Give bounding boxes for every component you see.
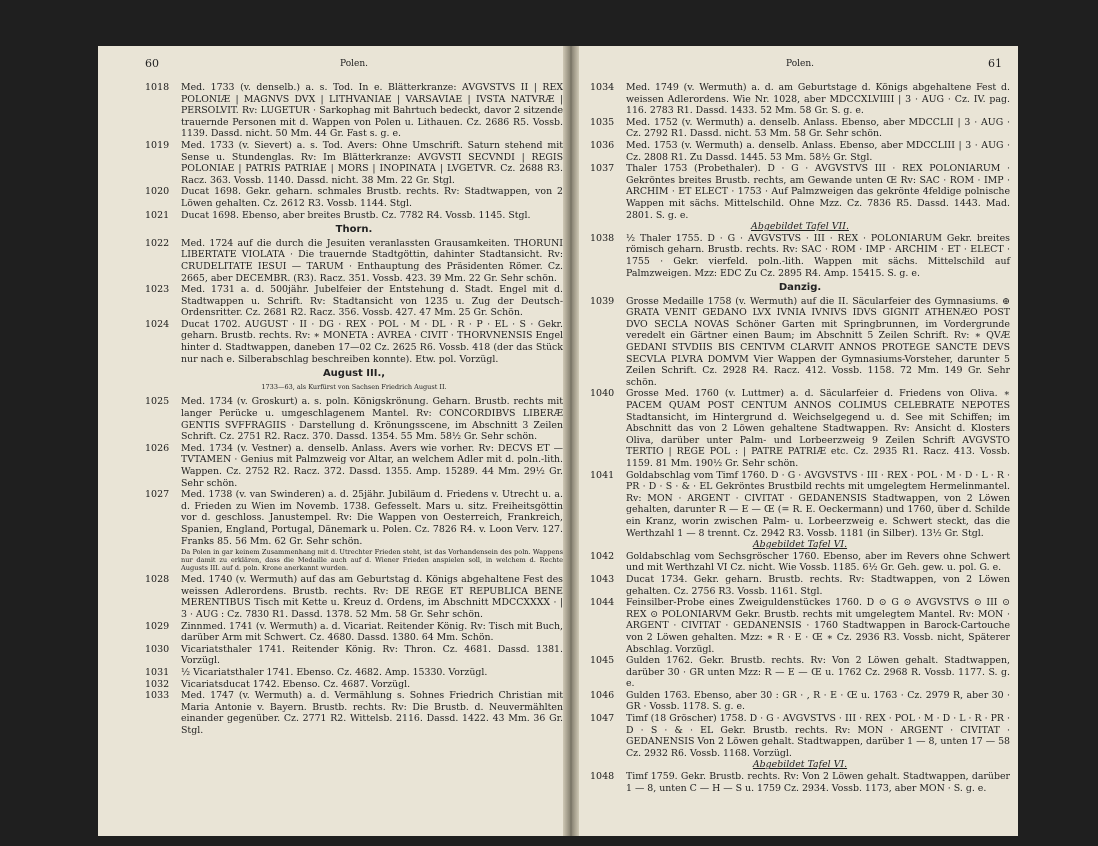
lot-description: Ducat 1734. Gekr. geharn. Brustb. rechts. Rv: Stadtwappen, von 2 Löwen gehalten. Cz. 2756 R3. Vossb. 1161. Stgl. <box>626 573 1010 597</box>
catalog-entry <box>590 163 1010 221</box>
catalog-entry <box>145 621 563 644</box>
section-subtitle: 1733—63, als Kurfürst von Sachsen Friedrich August II. <box>261 382 447 391</box>
section-heading: August III., <box>322 368 386 380</box>
lot-description: Thaler 1753 (Probethaler). D · G · AVGVSTVS III · REX POLONIARUM · Gekröntes breites Brustb. rechts, am Gewande unten Œ Rv: SAC · ROM · IMP · ARCHIM · ET ELECT · 1753 · Auf Palmzweigen das gekrönte 4feldige polnische Wappen mit sächs. Mittelschild. Ohne Mzz. Cz. 7836 R5. Dassd. 1443. Mad. 2801. S. g. e. <box>626 163 1010 221</box>
catalog-entry <box>590 470 1010 540</box>
catalog-entry <box>590 655 1010 690</box>
lot-number: 1040 <box>590 388 615 400</box>
lot-number: 1021 <box>145 209 170 221</box>
lot-number: 1029 <box>145 620 170 632</box>
catalog-entry <box>145 489 563 547</box>
page-number: 60 <box>145 57 159 70</box>
lot-description: Med. 1733 (v. Sievert) a. s. Tod. Avers: Ohne Umschrift. Saturn stehend mit Sense u. Stundenglas. Rv: Im Blätterkranze: AVGVSTI SECVNDI | REGIS POLONIAE | PATRIS PATRIAE | MORS | INOPINATA | LVGETVR. Cz. 2688 R3. Racz. 363. Vossb. 1140. Dassd. nicht. 38 Mm. 22 Gr. Stgl. <box>181 139 563 186</box>
catalog-entry <box>145 644 563 667</box>
lot-description: Med. 1752 (v. Wermuth) a. denselb. Anlass. Ebenso, aber MDCCLII | 3 · AUG · Cz. 2792 R1. Dassd. nicht. 53 Mm. 58 Gr. Sehr schön. <box>626 116 1010 140</box>
lot-description: Gulden 1762. Gekr. Brustb. rechts. Rv: Von 2 Löwen gehalt. Stadtwappen, darüber 30 · GR unten Mzz: R — E — Œ u. 1762 Cz. 2968 R. Vossb. 1177. S. g. e. <box>626 655 1010 690</box>
lot-number: 1024 <box>145 318 170 330</box>
lot-description: Med. 1749 (v. Wermuth) a. d. am Geburtstage d. Königs abgehaltene Fest d. weissen Adlerordens. Wie Nr. 1028, aber MDCCXLVIIII | 3 · AUG · Cz. IV. pag. 116. 2783 R1. Dassd. 1433. 52 Mm. 58 Gr. S. g. e. <box>626 82 1010 117</box>
catalog-entry <box>145 82 563 140</box>
lot-description: Vicariatsducat 1742. Ebenso. Cz. 4687. Vorzügl. <box>181 678 411 690</box>
lot-number: 1022 <box>145 237 170 249</box>
catalog-entry <box>590 597 1010 655</box>
lot-number: 1028 <box>145 574 170 586</box>
lot-number: 1018 <box>145 82 170 93</box>
left-page-header <box>145 58 563 74</box>
lot-number: 1046 <box>590 689 615 701</box>
lot-description: Zinnmed. 1741 (v. Wermuth) a. d. Vicariat. Reitender König. Rv: Tisch mit Buch, darüber Arm mit Schwert. Cz. 4680. Dassd. 1380. 64 Mm. Schön. <box>181 620 563 644</box>
catalog-entry <box>145 396 563 442</box>
lot-description: Med. 1724 auf die durch die Jesuiten veranlassten Grausamkeiten. THORUNI LIBERTATE VIOLATA · Die trauernde Stadtgöttin, dahinter Stadtansicht. Rv: CRUDELITATE IESUI — TARUM · Enthauptung des Präsidenten Römer. Cz. 2665, aber DECEMBR. (R3). Racz. 351. Vossb. 423. 39 Mm. 22 Gr. Sehr schön. <box>181 237 563 284</box>
lot-description: Med. 1734 (v. Groskurt) a. s. poln. Königskrönung. Geharn. Brustb. rechts mit langer Perücke u. umgeschlagenem Mantel. Rv: CONCORDIBVS LIBERÆ GENTIS SVFFRAGIIS · Darstellung d. Krönungsscene, im Abschnitt 3 Zeilen Schrift. Cz. 2751 R2. Racz. 370. Dassd. 1354. 55 Mm. 58½ Gr. Sehr schön. <box>181 396 563 443</box>
catalog-entry <box>145 667 563 679</box>
catalog-entry <box>145 140 563 186</box>
lot-description: Med. 1734 (v. Vestner) a. denselb. Anlass. Avers wie vorher. Rv: DECVS ET — TVTAMEN · Genius mit Palmzweig vor Altar, an welchem Adler mit d. poln.-lith. Wappen. Cz. 2752 R2. Racz. 372. Dassd. 1355. Amp. 15289. 44 Mm. 29½ Gr. Sehr schön. <box>181 442 563 489</box>
lot-number: 1047 <box>590 713 615 725</box>
lot-description: Med. 1747 (v. Wermuth) a. d. Vermählung s. Sohnes Friedrich Christian mit Maria Antonie v. Bayern. Brustb. rechts. Rv: Die Brustb. d. Neuvermählten einander gegenüber. Cz. 2771 R2. Wittelsb. 2116. Dassd. 1422. 43 Mm. 36 Gr. Stgl. <box>181 690 563 736</box>
lot-description: Goldabschlag vom Timf 1760. D · G · AVGVSTVS · III · REX · POL · M · D · L · R · PR · D · S · & · EL Gekröntes Brustbild rechts mit umgelegtem Hermelinmantel. Rv: MON · ARGENT · CIVITAT · GEDANENSIS Stadtwappen, von 2 Löwen gehalten, darunter R — E — Œ (= R. E. Oeckermann) und 1760, über d. Schilde ein Kranz, worin zwischen Palm- u. Lorbeerzweig e. Schwert steckt, das die Werthzahl 1 — 8 trennt. Cz. 2942 R3. Vossb. 1181 (in Silber). 13½ Gr. Stgl. <box>626 469 1010 539</box>
left-page-body <box>145 82 563 736</box>
lot-number: 1041 <box>590 469 615 481</box>
catalog-entry <box>590 296 1010 389</box>
catalog-entry <box>145 210 563 222</box>
section-heading: Thorn. <box>335 224 373 236</box>
catalog-entry <box>590 690 1010 713</box>
book-gutter <box>563 46 579 836</box>
lot-number: 1042 <box>590 550 615 562</box>
lot-number: 1031 <box>145 666 170 678</box>
lot-number: 1026 <box>145 442 170 454</box>
catalog-entry <box>145 284 563 319</box>
left-page <box>145 58 563 736</box>
lot-number: 1035 <box>590 116 615 128</box>
page-number: 61 <box>988 57 1002 70</box>
lot-description: Med. 1733 (v. denselb.) a. s. Tod. In e. Blätterkranze: AVGVSTVS II | REX POLONIÆ | MAGNVS DVX | LITHVANIAE | VARSAVIAE | IVSTA NATVRÆ | PERSOLVIT. Rv: LUGETUR · Sarkophag mit Bahrtuch bedeckt, davor 2 sitzende trauernde Personen mit d. Wappen von Polen u. Lithauen. Cz. 2686 R5. Vossb. 1139. Dassd. nicht. 50 Mm. 44 Gr. Fast s. g. e. <box>181 82 563 140</box>
lot-number: 1030 <box>145 643 170 655</box>
catalog-entry <box>590 551 1010 574</box>
lot-number: 1045 <box>590 655 615 667</box>
lot-number: 1036 <box>590 139 615 151</box>
plate-reference: Abgebildet Tafel VII. <box>751 221 849 233</box>
lot-number: 1039 <box>590 295 615 307</box>
lot-description: Med. 1738 (v. van Swinderen) a. d. 25jähr. Jubiläum d. Friedens v. Utrecht u. a. d. Frieden zu Wien im Novemb. 1738. Gefesselt. Mars u. sitz. Freiheitsgöttin vor d. geschloss. Janustempel. Rv: Die Wappen von Oesterreich, Frankreich, Spanien, England, Portugal, Dänemark u. Polen. Cz. 7826 R4. v. Loon Verv. 127. Franks 85. 56 Mm. 62 Gr. Sehr schön. <box>181 489 563 547</box>
catalog-entry <box>145 238 563 284</box>
catalog-entry <box>590 574 1010 597</box>
catalog-entry <box>145 574 563 620</box>
section-heading: Danzig. <box>778 282 822 294</box>
lot-number: 1019 <box>145 139 170 151</box>
catalog-entry <box>145 186 563 209</box>
footnote: Da Polen in gar keinem Zusammenhang mit d. Utrechter Frieden steht, ist das Vorhandensein des poln. Wappens nur damit zu erklären, dass die Medaille auch auf d. Wiener Frieden anspielen soll, in welchem d. Rechte Augusts III. auf d. poln. Krone anerkannt wurden. <box>181 548 563 573</box>
lot-description: Vicariatsthaler 1741. Reitender König. Rv: Thron. Cz. 4681. Dassd. 1381. Vorzügl. <box>181 643 563 667</box>
lot-description: Gulden 1763. Ebenso, aber 30 : GR · , R · E · Œ u. 1763 · Cz. 2979 R, aber 30 · GR · Vossb. 1178. S. g. e. <box>626 689 1010 713</box>
lot-description: Ducat 1698. Gekr. geharn. schmales Brustb. rechts. Rv: Stadtwappen, von 2 Löwen gehalten. Cz. 2612 R3. Vossb. 1144. Stgl. <box>181 186 563 209</box>
lot-description: Timf (18 Gröscher) 1758. D · G · AVGVSTVS · III · REX · POL · M · D · L · R · PR · D · S · & · EL Gekr. Brustb. rechts. Rv: MON · ARGENT · CIVITAT · GEDANENSIS Von 2 Löwen gehalt. Stadtwappen, darüber 1 — 8, unten 17 — 58 Cz. 2932 R6. Vossb. 1168. Vorzügl. <box>626 713 1010 759</box>
catalog-entry <box>590 82 1010 117</box>
running-title: Polen. <box>340 59 368 69</box>
catalog-entry <box>145 679 563 691</box>
catalog-entry <box>590 140 1010 163</box>
lot-number: 1025 <box>145 396 170 408</box>
lot-description: ½ Thaler 1755. D · G · AVGVSTVS · III · REX · POLONIARUM Gekr. breites römisch geharn. Brustb. rechts. Rv: SAC · ROM · IMP · ARCHIM · ET · ELECT · 1755 · Gekr. vierfeld. poln.-lith. Wappen mit sächs. Mittelschild auf Palmzweigen. Mzz: EDC Zu Cz. 2895 R4. Amp. 15415. S. g. e. <box>626 232 1010 279</box>
lot-number: 1033 <box>145 690 170 702</box>
catalog-entry <box>145 690 563 736</box>
lot-description: Ducat 1702. AUGUST · II · DG · REX · POL · M · DL · R · P · EL · S · Gekr. geharn. Brustb. rechts. Rv: ∗ MONETA : AVREA · CIVIT · THORVNENSIS Engel hinter d. Stadtwappen, daneben 17—02 Cz. 2625 R6. Vossb. 418 (der das Stück nur nach e. Silberabschlag beschreiben konnte). Etw. pol. Vorzügl. <box>181 318 563 365</box>
catalog-entry <box>145 443 563 489</box>
lot-description: Goldabschlag vom Sechsgröscher 1760. Ebenso, aber im Revers ohne Schwert und mit Werthzahl VI Cz. nicht. Wie Vossb. 1185. 6½ Gr. Geh. gew. u. pol. G. e. <box>626 550 1010 574</box>
right-page-header <box>590 58 1010 74</box>
lot-description: Med. 1753 (v. Wermuth) a. denselb. Anlass. Ebenso, aber MDCCLIII | 3 · AUG · Cz. 2808 R1. Zu Dassd. 1445. 53 Mm. 58½ Gr. Stgl. <box>626 139 1010 163</box>
lot-number: 1043 <box>590 573 615 585</box>
lot-number: 1048 <box>590 771 615 783</box>
lot-number: 1032 <box>145 678 170 690</box>
right-page-body <box>590 82 1010 794</box>
lot-description: Med. 1740 (v. Wermuth) auf das am Geburtstag d. Königs abgehaltene Fest des weissen Adlerordens. Brustb. rechts. Rv: DE REGE ET REPUBLICA BENE MERENTIBUS Tisch mit Kette u. Kreuz d. Ordens, im Abschnitt MDCCXXXX · | 3 · AUG : Cz. 7830 R1. Dassd. 1378. 52 Mm. 58 Gr. Sehr schön. <box>181 574 563 620</box>
catalog-entry <box>590 388 1010 469</box>
catalog-entry <box>145 319 563 365</box>
lot-number: 1038 <box>590 232 615 244</box>
lot-description: Grosse Medaille 1758 (v. Wermuth) auf die II. Säcularfeier des Gymnasiums. ⊕ GRATA VENIT GEDANO LVX IVNIA IVNIVS IDVS GIGNIT ATHENÆO POST DVO SECLA NOVAS Schöner Garten mit Springbrunnen, im Vordergrunde veredelt ein Gärtner einen Baum; im Abschnitt 5 Zeilen Schrift. Rv: ∗ QVÆ GEDANI STVDIIS BIS CENTVM CLARVIT ANNOS PROTEGE SANCTE DEVS SECVLA PLVRA DOMVM Vier Wappen der Gymnasiums-Vorsteher, darunter 5 Zeilen Schrift. Cz. 2928 R4. Racz. 412. Vossb. 1158. 72 Mm. 149 Gr. Sehr schön. <box>626 295 1010 388</box>
lot-number: 1023 <box>145 284 170 296</box>
catalog-entry <box>590 713 1010 759</box>
plate-reference: Abgebildet Tafel VI. <box>752 759 848 771</box>
lot-description: Feinsilber-Probe eines Zweiguldenstückes 1760. D ⊙ G ⊙ AVGVSTVS ⊙ III ⊙ REX ⊙ POLONIARVM Gekr. Brustb. rechts mit umgelegtem Mantel. Rv: MON · ARGENT · CIVITAT · GEDANENSIS · 1760 Stadtwappen in Barock-Cartouche von 2 Löwen gehalten. Mzz: ∗ R · E · Œ ∗ Cz. 2936 R3. Vossb. nicht, Späterer Abschlag. Vorzügl. <box>626 597 1010 655</box>
lot-number: 1027 <box>145 489 170 501</box>
catalog-entry <box>590 117 1010 140</box>
catalog-entry <box>590 771 1010 794</box>
lot-number: 1037 <box>590 163 615 175</box>
lot-description: ½ Vicariatsthaler 1741. Ebenso. Cz. 4682. Amp. 15330. Vorzügl. <box>181 666 488 678</box>
catalog-entry <box>590 233 1010 279</box>
lot-description: Grosse Med. 1760 (v. Luttmer) a. d. Säcularfeier d. Friedens von Oliva. ∗ PACEM QUAM POST CENTUM ANNOS COLIMUS CELEBRATE NEPOTES Stadtansicht, im Hintergrund d. Weichselgegend u. d. See mit Schiffen; im Abschnitt das von 2 Löwen gehaltene Stadtwappen. Rv: Ansicht d. Klosters Oliva, darüber unter Palm- und Lorbeerzweig 9 Zeilen Schrift AVGVSTO TERTIO | REGE POL : | PATRE PATRIÆ etc. Cz. 2935 R1. Racz. 413. Vossb. 1159. 81 Mm. 190½ Gr. Sehr schön. <box>626 388 1010 469</box>
lot-description: Timf 1759. Gekr. Brustb. rechts. Rv: Von 2 Löwen gehalt. Stadtwappen, darüber 1 — 8, unten C — H — S u. 1759 Cz. 2934. Vossb. 1173, aber MON · S. g. e. <box>626 771 1010 794</box>
right-page <box>590 58 1010 794</box>
plate-reference: Abgebildet Tafel VI. <box>752 539 848 551</box>
lot-description: Med. 1731 a. d. 500jähr. Jubelfeier der Entstehung d. Stadt. Engel mit d. Stadtwappen u. Schrift. Rv: Stadtansicht von 1235 u. Zug der Deutsch-Ordensritter. Cz. 2681 R2. Racz. 356. Vossb. 427. 47 Mm. 25 Gr. Schön. <box>181 284 563 319</box>
lot-number: 1020 <box>145 186 170 198</box>
lot-number: 1044 <box>590 597 615 609</box>
lot-description: Ducat 1698. Ebenso, aber breites Brustb. Cz. 7782 R4. Vossb. 1145. Stgl. <box>181 209 531 221</box>
lot-number: 1034 <box>590 82 615 93</box>
running-title: Polen. <box>786 59 814 69</box>
